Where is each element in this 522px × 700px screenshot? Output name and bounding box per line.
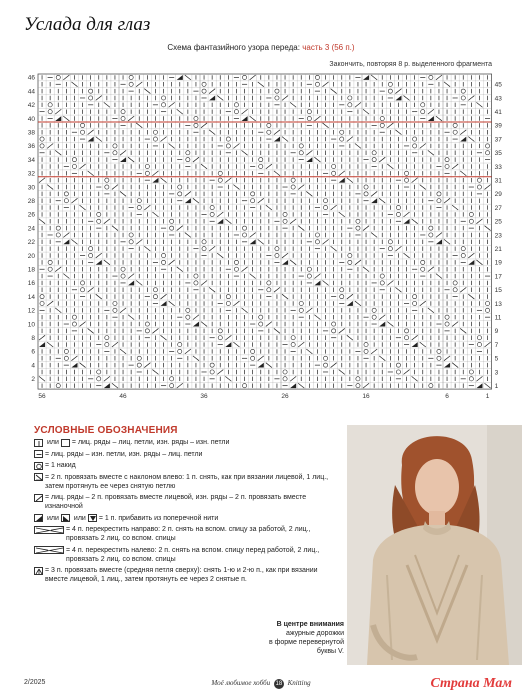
legend-item-cable-left (34, 546, 334, 564)
model-photo (347, 425, 522, 665)
row-number-left: 22 (27, 239, 35, 247)
row-number-right: 27 (494, 204, 502, 212)
knitting-chart (24, 70, 502, 410)
row-number-left: 30 (27, 184, 35, 192)
row-number-left: 14 (27, 293, 35, 301)
legend-text: = 1 п. прибавить из поперечной нити (98, 514, 219, 522)
row-number-left: 26 (27, 211, 35, 219)
column-number: 1 (485, 393, 490, 401)
row-number-right: 33 (494, 163, 502, 171)
cable-right-icon (34, 526, 64, 534)
row-number-right: 43 (494, 95, 502, 103)
chart-grid (24, 70, 502, 410)
row-number-left: 2 (31, 376, 35, 384)
legend-text: = 4 п. перекрестить направо: 2 п. снять на вспом. спицу за работой, 2 лиц., провязать 2 лиц. со вспом. спицы (66, 526, 311, 542)
row-number-left: 10 (27, 321, 35, 329)
row-number-left: 42 (27, 102, 35, 110)
increase-down-triangle-icon (88, 514, 97, 522)
legend-text: = лиц. ряды – 2 п. провязать вместе лицевой, изн. ряды – 2 п. провязать вместе изнаночной (45, 494, 307, 510)
page-title: Услада для глаз (24, 14, 151, 35)
column-number: 46 (119, 393, 127, 401)
row-number-right: 23 (494, 232, 502, 240)
legend-item-knit (34, 438, 334, 447)
row-number-right: 17 (494, 273, 502, 281)
row-number-right: 45 (494, 81, 502, 89)
row-number-left: 12 (27, 307, 35, 315)
legend-item-purl (34, 450, 334, 459)
column-number: 36 (200, 393, 208, 401)
knit-symbols (34, 438, 72, 447)
legend-item-cable-right (34, 525, 334, 543)
row-number-right: 35 (494, 150, 502, 158)
knit-bar-icon (34, 439, 43, 447)
row-number-left: 4 (31, 362, 35, 370)
photo-caption-line-1: В центре внимания (276, 621, 344, 628)
row-number-left: 32 (27, 170, 35, 178)
cable-left-icon (34, 546, 64, 554)
row-number-left: 34 (27, 156, 35, 164)
row-number-left: 16 (27, 280, 35, 288)
row-number-left: 20 (27, 252, 35, 260)
chart-caption-main: Схема фантазийного узора переда: (167, 43, 300, 52)
row-number-right: 9 (494, 328, 499, 336)
yarn-over-circle-icon (34, 462, 43, 470)
column-number: 56 (38, 393, 46, 401)
left-lean-decrease-icon (34, 473, 43, 481)
photo-caption-line-2: ажурные дорожки (285, 630, 344, 637)
row-number-right: 41 (494, 108, 502, 116)
legend (34, 438, 334, 587)
blank-cell-icon (61, 439, 70, 447)
increase-left-triangle-icon (34, 514, 43, 522)
legend-or: или (73, 514, 86, 522)
legend-text: = 2 п. провязать вместе с наклоном влево: 1 п. снять, как при вязании лицевой, 1 лиц., затем протянуть ее через снятую петлю (45, 473, 329, 490)
magazine-name: Моё любимое хобби (211, 679, 271, 687)
legend-item-ssk (34, 473, 334, 491)
row-number-right: 29 (494, 191, 502, 199)
row-number-left: 46 (27, 74, 35, 82)
legend-text: = 3 п. провязать вместе (средняя петля сверху): снять 1-ю и 2-ю п., как при вязании вместе лицевой, 1 лиц., затем протянуть ее через 2 снятые п. (45, 567, 318, 583)
page-number: 18 (275, 681, 283, 687)
row-number-right: 7 (494, 341, 499, 349)
row-number-left: 18 (27, 266, 35, 274)
magazine-subtitle: Knitting (287, 679, 311, 687)
repeat-note: Закончить, повторяя 8 р. выделенного фрагмента (329, 61, 492, 68)
increase-right-triangle-icon (61, 514, 70, 522)
row-number-left: 6 (31, 348, 35, 356)
row-number-right: 25 (494, 218, 502, 226)
sweater-photo-illustration (347, 425, 522, 665)
column-number: 16 (362, 393, 370, 401)
right-lean-decrease-icon (34, 494, 43, 502)
row-number-right: 5 (494, 355, 499, 363)
row-number-left: 24 (27, 225, 35, 233)
row-number-right: 21 (494, 245, 502, 253)
purl-dash-icon (34, 450, 43, 458)
row-number-right: 31 (494, 177, 502, 185)
row-number-right: 11 (494, 314, 502, 322)
row-number-left: 44 (27, 88, 35, 96)
photo-caption (260, 620, 344, 656)
row-number-right: 3 (494, 369, 499, 377)
legend-item-increase (34, 514, 334, 523)
legend-text: = 4 п. перекрестить налево: 2 п. снять на вспом. спицу перед работой, 2 лиц., провязать 2 лиц. со вспом. спицы (66, 546, 320, 563)
legend-or: или (47, 439, 59, 446)
row-number-right: 39 (494, 122, 502, 130)
photo-caption-line-4: буквы V. (316, 648, 344, 655)
chart-caption-part: часть 3 (56 п.) (302, 43, 355, 52)
row-number-left: 40 (27, 115, 35, 123)
row-number-right: 37 (494, 136, 502, 144)
legend-item-k2tog (34, 493, 334, 511)
central-double-decrease-icon (34, 567, 43, 575)
row-number-right: 19 (494, 259, 502, 267)
legend-title: УСЛОВНЫЕ ОБОЗНАЧЕНИЯ (34, 425, 178, 436)
increase-symbols (34, 514, 99, 523)
row-number-right: 13 (494, 300, 502, 308)
legend-text: = 1 накид (45, 462, 76, 469)
column-number: 26 (281, 393, 289, 401)
photo-caption-line-3: в форме перевернутой (268, 639, 344, 646)
legend-text: = лиц. ряды – изн. петли, изн. ряды – лиц. петли (45, 450, 203, 458)
issue-number: 2/2025 (24, 679, 46, 686)
legend-item-yarnover (34, 461, 334, 470)
row-number-right: 15 (494, 287, 502, 295)
site-watermark: Страна Мам (430, 676, 512, 691)
row-number-right: 1 (494, 382, 499, 390)
legend-text: = лиц. ряды – лиц. петли, изн. ряды – изн. петли (71, 439, 230, 446)
chart-caption (0, 43, 522, 52)
row-number-left: 8 (31, 335, 35, 343)
legend-or: или (47, 514, 59, 522)
row-number-left: 38 (27, 129, 35, 137)
row-number-left: 36 (27, 143, 35, 151)
legend-item-cdd (34, 566, 334, 584)
column-number: 6 (445, 393, 449, 401)
row-number-left: 28 (27, 198, 35, 206)
